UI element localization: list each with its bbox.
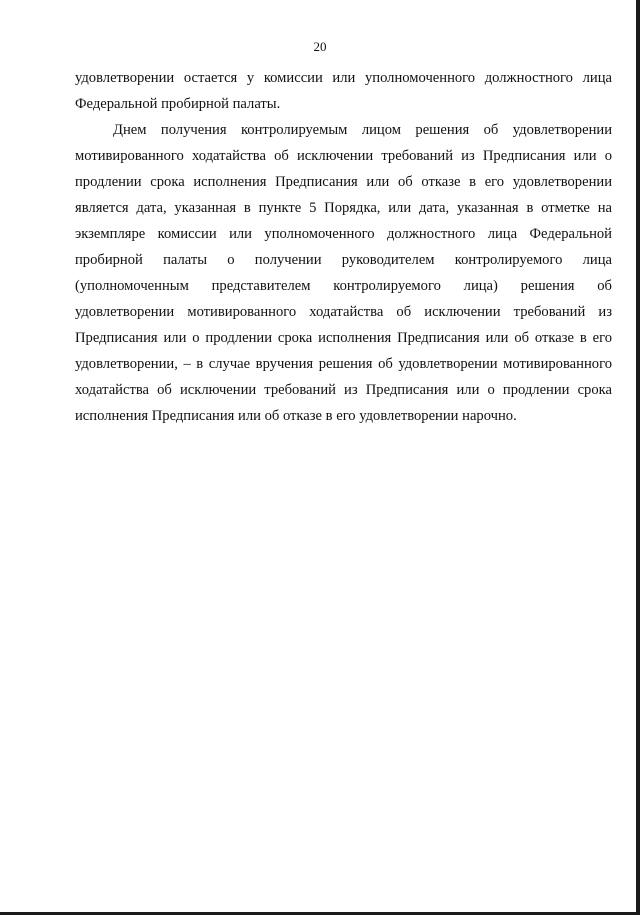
paragraph-continuation: удовлетворении остается у комиссии или уполномоченного должностного лица Федеральной пробирной палаты. xyxy=(75,70,612,112)
paragraph-receipt-date: Днем получения контролируемым лицом решения об удовлетворении мотивированного ходатайства об исключении требований из Предписания или о продлении срока исполнения Предписания или об отказе в его удовлетворении является дата, указанная в пункте 5 Порядка, или дата, указанная в отметке на экземпляре комиссии или уполномоченного должностного лица Федеральной пробирной палаты о получении руководителем контролируемого лица (уполномоченным представителем контролируемого лица) решения об удовлетворении мотивированного ходатайства об исключении требований из Предписания или о продлении срока исполнения Предписания или об отказе в его удовлетворении, – в случае вручения решения об удовлетворении мотивированного ходатайства об исключении требований из Предписания или о продлении срока исполнения Предписания или об отказе в его удовлетворении нарочно. xyxy=(75,122,612,424)
document-body xyxy=(75,65,612,429)
scan-border-right xyxy=(636,0,640,915)
page-number: 20 xyxy=(313,39,327,54)
